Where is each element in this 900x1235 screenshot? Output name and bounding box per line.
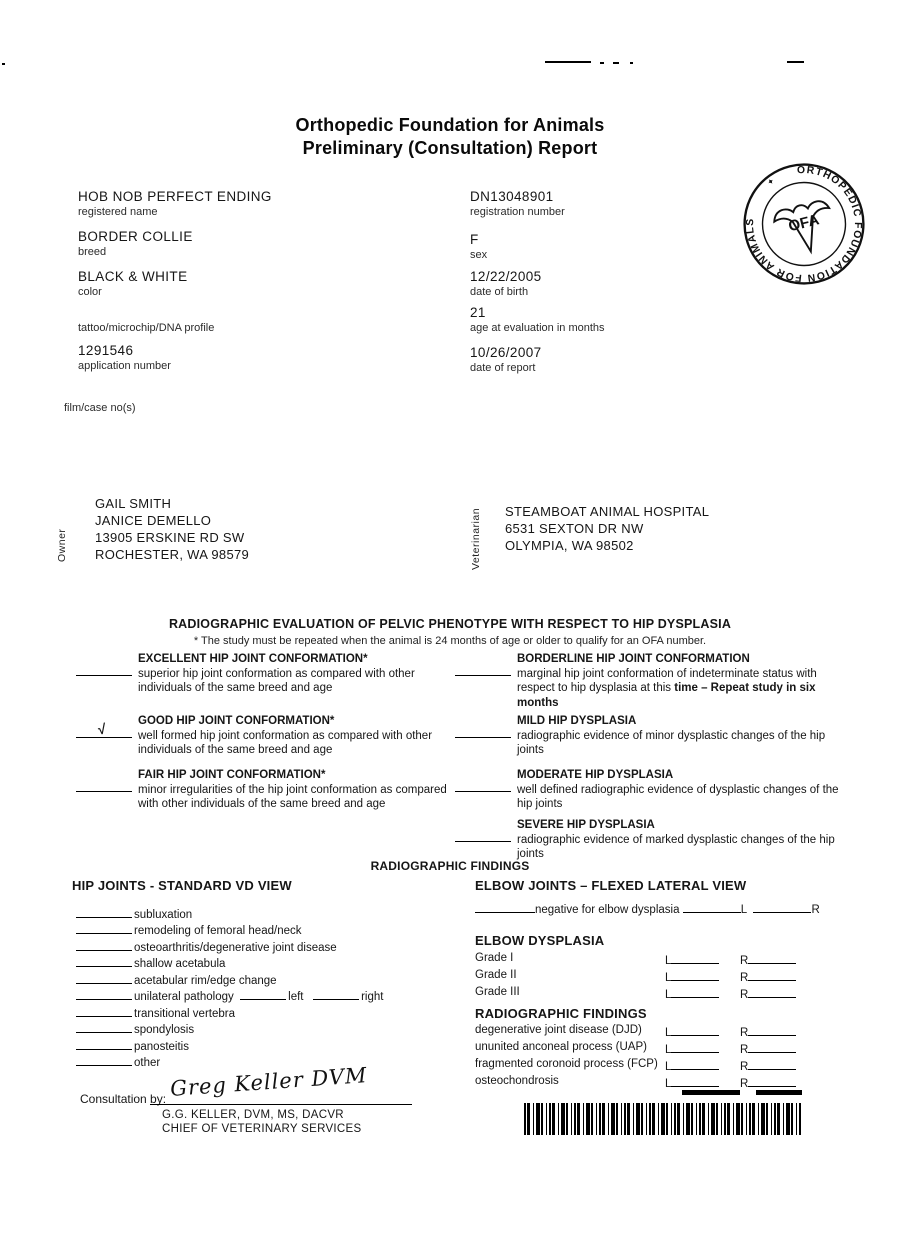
borderline-title: BORDERLINE HIP JOINT CONFORMATION bbox=[517, 653, 750, 665]
seal-center-text: OFA bbox=[786, 211, 821, 236]
grade-l-blank bbox=[671, 986, 719, 998]
hip-finding-row bbox=[76, 955, 225, 970]
elbow-negative-label: negative for elbow dysplasia bbox=[535, 904, 680, 916]
report-title-line1: Orthopedic Foundation for Animals bbox=[295, 115, 605, 135]
application-number-label: application number bbox=[78, 360, 171, 372]
grade-r-blank bbox=[748, 969, 796, 981]
hip-blank bbox=[76, 906, 132, 918]
color-value: BLACK & WHITE bbox=[78, 269, 188, 284]
severe-title: SEVERE HIP DYSPLASIA bbox=[517, 819, 655, 831]
excellent-title: EXCELLENT HIP JOINT CONFORMATION* bbox=[138, 653, 368, 665]
hip-blank bbox=[76, 1038, 132, 1050]
check-item-mild bbox=[455, 714, 840, 758]
mild-title: MILD HIP DYSPLASIA bbox=[517, 715, 637, 727]
owner-line: ROCHESTER, WA 98579 bbox=[95, 547, 250, 562]
borderline-check-blank bbox=[455, 664, 511, 676]
fair-desc: minor irregularities of the hip joint conformation as compared with other individuals of the same breed and age bbox=[138, 783, 447, 810]
field-film-case bbox=[64, 400, 136, 414]
finding-l-blank bbox=[671, 1024, 719, 1036]
unilateral-right-blank bbox=[313, 988, 359, 1000]
moderate-check-blank bbox=[455, 780, 511, 792]
finding-r-blank bbox=[748, 1058, 796, 1070]
finding-r-blank bbox=[748, 1041, 796, 1053]
elbow-findings-heading: RADIOGRAPHIC FINDINGS bbox=[475, 1006, 647, 1021]
l-label: L bbox=[665, 972, 672, 984]
hip-finding-row bbox=[76, 972, 277, 987]
breed-value: BORDER COLLIE bbox=[78, 229, 193, 244]
check-item-fair bbox=[76, 768, 450, 812]
field-age-at-evaluation bbox=[470, 305, 605, 334]
owner-line: 13905 ERSKINE RD SW bbox=[95, 530, 245, 545]
veterinarian-side-label: Veterinarian bbox=[470, 507, 482, 570]
mild-desc: radiographic evidence of minor dysplastic changes of the hip joints bbox=[517, 729, 826, 756]
check-item-severe bbox=[455, 818, 840, 862]
hip-joints-heading: HIP JOINTS - STANDARD VD VIEW bbox=[72, 878, 292, 893]
elbow-finding-label: ununited anconeal process (UAP) bbox=[475, 1041, 647, 1053]
unilateral-right-label: right bbox=[361, 991, 384, 1003]
barcode bbox=[524, 1103, 802, 1135]
hip-finding-row bbox=[76, 1038, 189, 1053]
hip-finding-label: transitional vertebra bbox=[134, 1008, 235, 1020]
grade-label: Grade I bbox=[475, 952, 514, 964]
field-registration-number bbox=[470, 189, 565, 218]
registration-number-value: DN13048901 bbox=[470, 189, 554, 204]
mild-check-blank bbox=[455, 726, 511, 738]
field-application-number bbox=[78, 343, 171, 372]
grade-l-blank bbox=[671, 969, 719, 981]
signature-handwriting: Greg Keller DVM bbox=[169, 1063, 369, 1101]
hip-blank bbox=[76, 955, 132, 967]
owner-side-label: Owner bbox=[56, 528, 68, 562]
report-title bbox=[0, 114, 900, 160]
good-checkmark: √ bbox=[97, 720, 107, 738]
elbow-joints-heading: ELBOW JOINTS – FLEXED LATERAL VIEW bbox=[475, 878, 747, 893]
seal-star-icon: ✦ bbox=[764, 175, 777, 188]
severe-check-blank bbox=[455, 830, 511, 842]
owner-line: GAIL SMITH bbox=[95, 496, 172, 511]
moderate-desc: well defined radiographic evidence of dysplastic changes of the hip joints bbox=[517, 783, 839, 810]
hip-blank bbox=[76, 922, 132, 934]
hip-finding-row bbox=[76, 906, 192, 921]
l-label: L bbox=[665, 1061, 672, 1073]
field-color bbox=[78, 269, 187, 298]
good-desc: well formed hip joint conformation as compared with other individuals of the same breed and age bbox=[138, 729, 433, 756]
finding-l-blank bbox=[671, 1075, 719, 1087]
hip-blank bbox=[76, 988, 132, 1000]
svg-text:✦ bbox=[764, 174, 777, 188]
hip-finding-label: osteoarthritis/degenerative joint disease bbox=[134, 942, 337, 954]
veterinarian-line: STEAMBOAT ANIMAL HOSPITAL bbox=[505, 504, 710, 519]
scan-artifact bbox=[613, 62, 619, 64]
moderate-title: MODERATE HIP DYSPLASIA bbox=[517, 769, 674, 781]
grade-r-blank bbox=[748, 986, 796, 998]
seal-ring-text: ORTHOPEDIC FOUNDATION FOR ANIMALS bbox=[744, 164, 864, 283]
field-date-of-birth bbox=[470, 269, 542, 298]
hip-finding-label: unilateral pathology bbox=[134, 991, 234, 1003]
severe-desc: radiographic evidence of marked dysplastic changes of the hip joints bbox=[517, 833, 835, 860]
borderline-desc-text: marginal hip joint conformation of indeterminate status with respect to hip dysplasia at this bbox=[517, 667, 817, 694]
age-at-evaluation-value: 21 bbox=[470, 305, 486, 320]
l-label: L bbox=[665, 1078, 672, 1090]
hip-finding-label: shallow acetabula bbox=[134, 958, 226, 970]
scan-artifact bbox=[630, 62, 633, 64]
elbow-finding-label: degenerative joint disease (DJD) bbox=[475, 1024, 642, 1036]
check-item-moderate bbox=[455, 768, 840, 812]
check-item-good bbox=[76, 714, 450, 758]
elbow-r-label: R bbox=[811, 904, 820, 916]
date-of-birth-value: 12/22/2005 bbox=[470, 269, 542, 284]
tattoo-microchip-label: tattoo/microchip/DNA profile bbox=[78, 322, 215, 334]
hip-finding-row-unilateral bbox=[76, 988, 383, 1003]
sex-label: sex bbox=[470, 249, 488, 261]
barcode-mark bbox=[756, 1090, 802, 1095]
field-registered-name bbox=[78, 189, 272, 218]
veterinarian-line: 6531 SEXTON DR NW bbox=[505, 521, 644, 536]
elbow-negative-l-blank bbox=[683, 901, 741, 913]
finding-r-blank bbox=[748, 1024, 796, 1036]
hip-finding-label: subluxation bbox=[134, 909, 193, 921]
veterinarian-line: OLYMPIA, WA 98502 bbox=[505, 538, 634, 553]
borderline-desc bbox=[517, 667, 840, 711]
hip-blank bbox=[76, 972, 132, 984]
hip-blank bbox=[76, 939, 132, 951]
finding-r-blank bbox=[748, 1075, 796, 1087]
application-number-value: 1291546 bbox=[78, 343, 134, 358]
evaluation-footnote: * The study must be repeated when the animal is 24 months of age or older to qualify for an OFA number. bbox=[193, 635, 707, 647]
signer-title: CHIEF OF VETERINARY SERVICES bbox=[162, 1123, 362, 1135]
barcode-mark bbox=[682, 1090, 740, 1095]
fair-title: FAIR HIP JOINT CONFORMATION* bbox=[138, 769, 326, 781]
grade-l-blank bbox=[671, 952, 719, 964]
l-label: L bbox=[665, 989, 672, 1001]
scan-artifact bbox=[787, 61, 804, 63]
scan-artifact bbox=[2, 63, 5, 65]
field-date-of-report bbox=[470, 345, 542, 374]
grade-r-blank bbox=[748, 952, 796, 964]
hip-finding-label: panosteitis bbox=[134, 1041, 189, 1053]
veterinarian-address bbox=[505, 503, 709, 554]
good-title: GOOD HIP JOINT CONFORMATION* bbox=[138, 715, 335, 727]
excellent-desc: superior hip joint conformation as compared with other individuals of the same breed and age bbox=[138, 667, 415, 694]
r-label: R bbox=[740, 972, 749, 984]
tattoo-microchip-value bbox=[78, 306, 214, 320]
radiographic-findings-heading: RADIOGRAPHIC FINDINGS bbox=[370, 859, 530, 873]
r-label: R bbox=[740, 989, 749, 1001]
registered-name-label: registered name bbox=[78, 206, 158, 218]
finding-l-blank bbox=[671, 1041, 719, 1053]
hip-finding-row bbox=[76, 1005, 235, 1020]
r-label: R bbox=[740, 955, 749, 967]
r-label: R bbox=[740, 1078, 749, 1090]
hip-finding-row bbox=[76, 939, 337, 954]
age-at-evaluation-label: age at evaluation in months bbox=[470, 322, 605, 334]
hip-finding-label: remodeling of femoral head/neck bbox=[134, 925, 302, 937]
report-title-line2: Preliminary (Consultation) Report bbox=[302, 138, 598, 158]
grade-label: Grade II bbox=[475, 969, 517, 981]
signature-line bbox=[150, 1104, 412, 1105]
date-of-report-value: 10/26/2007 bbox=[470, 345, 542, 360]
registration-number-label: registration number bbox=[470, 206, 565, 218]
elbow-negative-blank bbox=[475, 901, 535, 913]
elbow-dysplasia-heading: ELBOW DYSPLASIA bbox=[475, 933, 605, 948]
r-label: R bbox=[740, 1027, 749, 1039]
r-label: R bbox=[740, 1061, 749, 1073]
hip-blank bbox=[76, 1054, 132, 1066]
signer-name: G.G. KELLER, DVM, MS, DACVR bbox=[162, 1109, 344, 1121]
unilateral-left-blank bbox=[240, 988, 286, 1000]
elbow-finding-label: osteochondrosis bbox=[475, 1075, 559, 1087]
breed-label: breed bbox=[78, 246, 107, 258]
check-item-borderline bbox=[455, 652, 840, 710]
l-label: L bbox=[665, 955, 672, 967]
date-of-report-label: date of report bbox=[470, 362, 536, 374]
hip-blank bbox=[76, 1021, 132, 1033]
field-breed bbox=[78, 229, 193, 258]
hip-finding-label: acetabular rim/edge change bbox=[134, 975, 277, 987]
r-label: R bbox=[740, 1044, 749, 1056]
owner-line: JANICE DEMELLO bbox=[95, 513, 212, 528]
hip-finding-label: other bbox=[134, 1057, 161, 1069]
borderline-desc-bold: time – Repeat study in six months bbox=[517, 682, 816, 709]
ofa-seal bbox=[722, 144, 886, 305]
hip-finding-row bbox=[76, 1054, 160, 1069]
film-case-label: film/case no(s) bbox=[64, 402, 136, 414]
field-sex bbox=[470, 232, 487, 261]
registered-name-value: HOB NOB PERFECT ENDING bbox=[78, 189, 272, 204]
owner-address bbox=[95, 495, 249, 563]
l-label: L bbox=[665, 1044, 672, 1056]
sex-value: F bbox=[470, 232, 479, 247]
check-item-excellent bbox=[76, 652, 450, 696]
hip-blank bbox=[76, 1005, 132, 1017]
elbow-finding-label: fragmented coronoid process (FCP) bbox=[475, 1058, 658, 1070]
finding-l-blank bbox=[671, 1058, 719, 1070]
excellent-check-blank bbox=[76, 664, 132, 676]
field-tattoo-microchip bbox=[78, 306, 214, 334]
evaluation-heading: RADIOGRAPHIC EVALUATION OF PELVIC PHENOTYPE WITH RESPECT TO HIP DYSPLASIA bbox=[168, 617, 732, 631]
color-label: color bbox=[78, 286, 102, 298]
hip-finding-label: spondylosis bbox=[134, 1024, 195, 1036]
elbow-negative-row bbox=[475, 901, 820, 916]
scan-artifact bbox=[600, 62, 604, 64]
fair-check-blank bbox=[76, 780, 132, 792]
unilateral-left-label: left bbox=[288, 991, 304, 1003]
scan-artifact bbox=[545, 61, 591, 63]
grade-label: Grade III bbox=[475, 986, 520, 998]
hip-finding-row bbox=[76, 1021, 194, 1036]
hip-finding-row bbox=[76, 922, 302, 937]
elbow-l-label: L bbox=[740, 904, 748, 916]
l-label: L bbox=[665, 1027, 672, 1039]
date-of-birth-label: date of birth bbox=[470, 286, 529, 298]
consultation-by-label: Consultation by: bbox=[80, 1092, 167, 1106]
elbow-negative-r-blank bbox=[753, 901, 811, 913]
